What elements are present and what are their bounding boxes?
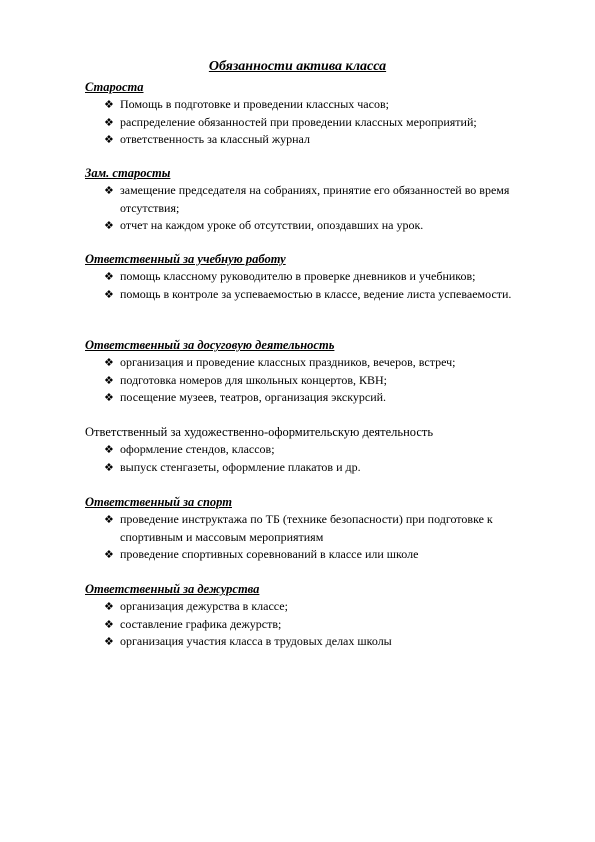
list-item bbox=[85, 511, 555, 546]
list-item bbox=[85, 217, 555, 235]
duties-list bbox=[85, 182, 555, 235]
diamond-bullet-icon: ❖ bbox=[104, 391, 114, 404]
section-heading: Зам. старосты bbox=[85, 166, 171, 180]
list-item bbox=[85, 633, 555, 651]
list-item bbox=[85, 372, 555, 390]
list-item bbox=[85, 268, 555, 286]
list-item bbox=[85, 616, 555, 634]
list-item bbox=[85, 459, 555, 477]
list-item-text: подготовка номеров для школьных концертов, КВН; bbox=[120, 372, 388, 387]
list-item-text: замещение председателя на собраниях, принятие его обязанностей во время отсутствия; bbox=[120, 183, 510, 215]
list-item bbox=[85, 182, 555, 217]
list-item-text: проведение инструктажа по ТБ (технике безопасности) при подготовке к спортивным и массовым мероприятиям bbox=[120, 512, 493, 544]
section-heading: Ответственный за учебную работу bbox=[85, 252, 286, 266]
list-item-text: организация дежурства в классе; bbox=[120, 599, 288, 613]
diamond-bullet-icon: ❖ bbox=[104, 373, 114, 387]
diamond-bullet-icon: ❖ bbox=[104, 184, 114, 197]
diamond-bullet-icon: ❖ bbox=[104, 513, 114, 526]
document-title: Обязанности актива класса bbox=[208, 59, 387, 74]
section-heading: Ответственный за спорт bbox=[85, 495, 232, 509]
section-leisure bbox=[85, 337, 555, 407]
list-item-text: проведение спортивных соревнований в классе или школе bbox=[120, 547, 419, 561]
duties-list bbox=[85, 96, 555, 149]
section-study bbox=[85, 251, 555, 303]
list-item-text: ответственность за классный журнал bbox=[120, 132, 310, 146]
section-starosta bbox=[85, 79, 555, 149]
diamond-bullet-icon: ❖ bbox=[104, 548, 114, 561]
section-duty bbox=[85, 581, 555, 651]
list-item bbox=[85, 354, 555, 372]
diamond-bullet-icon: ❖ bbox=[104, 356, 114, 369]
diamond-bullet-icon: ❖ bbox=[104, 600, 114, 613]
list-item bbox=[85, 598, 555, 616]
duties-list bbox=[85, 441, 555, 476]
list-item bbox=[85, 441, 555, 459]
diamond-bullet-icon: ❖ bbox=[104, 460, 114, 474]
list-item bbox=[85, 389, 555, 407]
list-item-text: составление графика дежурств; bbox=[120, 616, 282, 631]
list-item-text: организация участия класса в трудовых делах школы bbox=[120, 634, 392, 648]
list-item-text: Помощь в подготовке и проведении классных часов; bbox=[120, 97, 389, 111]
list-item-text: распределение обязанностей при проведении классных мероприятий; bbox=[120, 114, 477, 129]
diamond-bullet-icon: ❖ bbox=[104, 98, 114, 111]
list-item bbox=[85, 131, 555, 149]
list-item-text: организация и проведение классных праздников, вечеров, встреч; bbox=[120, 355, 456, 369]
section-heading: Староста bbox=[85, 80, 144, 94]
section-deputy bbox=[85, 165, 555, 235]
list-item-text: отчет на каждом уроке об отсутствии, опоздавших на урок. bbox=[120, 218, 424, 232]
list-item-text: помощь в контроле за успеваемостью в классе, ведение листа успеваемости. bbox=[120, 286, 512, 301]
list-item-text: выпуск стенгазеты, оформление плакатов и др. bbox=[120, 459, 361, 474]
diamond-bullet-icon: ❖ bbox=[104, 219, 114, 232]
diamond-bullet-icon: ❖ bbox=[104, 270, 114, 283]
section-sport bbox=[85, 494, 555, 564]
list-item bbox=[85, 546, 555, 564]
diamond-bullet-icon: ❖ bbox=[104, 617, 114, 631]
duties-list bbox=[85, 268, 555, 303]
diamond-bullet-icon: ❖ bbox=[104, 635, 114, 648]
diamond-bullet-icon: ❖ bbox=[104, 443, 114, 456]
duties-list bbox=[85, 511, 555, 564]
duties-list bbox=[85, 354, 555, 407]
section-heading: Ответственный за дежурства bbox=[85, 582, 260, 596]
list-item-text: посещение музеев, театров, организация экскурсий. bbox=[120, 390, 387, 404]
list-item bbox=[85, 114, 555, 132]
section-heading: Ответственный за художественно-оформительскую деятельность bbox=[85, 425, 434, 439]
list-item-text: помощь классному руководителю в проверке дневников и учебников; bbox=[120, 269, 476, 283]
diamond-bullet-icon: ❖ bbox=[104, 115, 114, 129]
duties-list bbox=[85, 598, 555, 651]
list-item-text: оформление стендов, классов; bbox=[120, 442, 275, 456]
diamond-bullet-icon: ❖ bbox=[104, 133, 114, 146]
section-heading: Ответственный за досуговую деятельность bbox=[85, 338, 335, 352]
diamond-bullet-icon: ❖ bbox=[104, 287, 114, 301]
list-item bbox=[85, 96, 555, 114]
section-design bbox=[85, 424, 555, 476]
list-item bbox=[85, 286, 555, 304]
